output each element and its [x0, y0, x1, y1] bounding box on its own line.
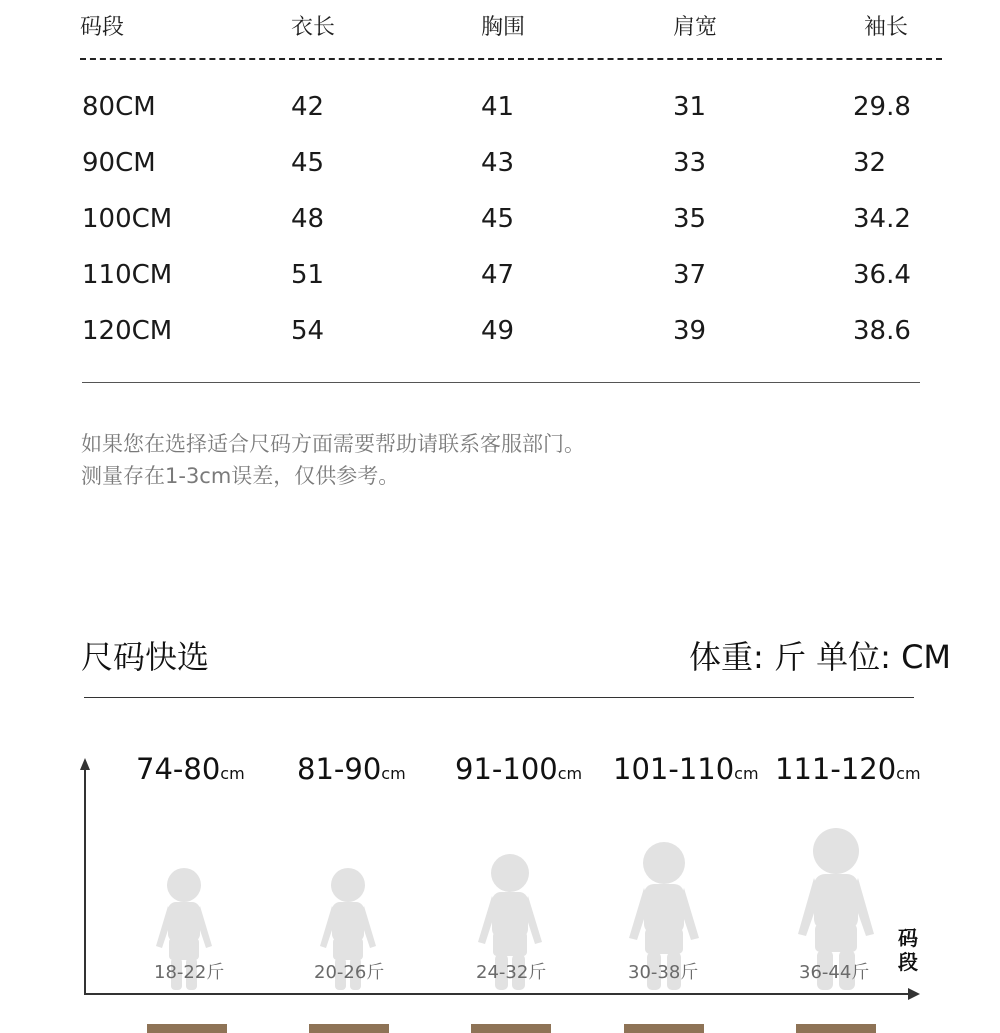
cell-length: 51: [291, 260, 325, 290]
x-axis-arrow-icon: [908, 988, 920, 1000]
header-divider: [80, 58, 942, 60]
header-length: 衣长: [291, 15, 336, 40]
cell-chest: 43: [481, 148, 515, 178]
cell-size: 120CM: [82, 316, 173, 346]
size-bar: [624, 1024, 704, 1033]
size-bar: [309, 1024, 389, 1033]
cell-length: 45: [291, 148, 325, 178]
cell-size: 100CM: [82, 204, 173, 234]
header-sleeve: 袖长: [864, 15, 909, 40]
cell-length: 42: [291, 92, 325, 122]
height-range: 74-80cm: [136, 752, 245, 786]
cell-shoulder: 39: [673, 316, 707, 346]
cell-size: 80CM: [82, 92, 156, 122]
header-shoulder: 肩宽: [673, 15, 718, 40]
y-axis-arrow-icon: [80, 758, 90, 770]
cell-sleeve: 38.6: [853, 316, 911, 346]
x-axis: [84, 993, 910, 995]
weight-label: 20-26斤: [314, 962, 385, 983]
height-range: 91-100cm: [455, 752, 583, 786]
cell-sleeve: 34.2: [853, 204, 911, 234]
size-bar: [471, 1024, 551, 1033]
cell-chest: 47: [481, 260, 515, 290]
cell-chest: 41: [481, 92, 515, 122]
measurement-note: 测量存在1-3cm误差，仅供参考。: [81, 464, 400, 488]
table-bottom-divider: [82, 382, 920, 383]
weight-label: 30-38斤: [628, 962, 699, 983]
cell-sleeve: 32: [853, 148, 887, 178]
cell-size: 90CM: [82, 148, 156, 178]
cell-shoulder: 31: [673, 92, 707, 122]
weight-label: 36-44斤: [799, 962, 870, 983]
height-range: 111-120cm: [775, 752, 921, 786]
y-axis: [84, 768, 86, 995]
cell-length: 54: [291, 316, 325, 346]
cell-shoulder: 33: [673, 148, 707, 178]
cell-chest: 49: [481, 316, 515, 346]
height-range: 81-90cm: [297, 752, 406, 786]
header-chest: 胸围: [481, 15, 526, 40]
cell-chest: 45: [481, 204, 515, 234]
height-range: 101-110cm: [613, 752, 759, 786]
quick-pick-title: 尺码快选: [81, 638, 210, 676]
cell-sleeve: 29.8: [853, 92, 911, 122]
help-note: 如果您在选择适合尺码方面需要帮助请联系客服部门。: [81, 432, 585, 456]
size-bar: [147, 1024, 227, 1033]
cell-shoulder: 37: [673, 260, 707, 290]
weight-label: 24-32斤: [476, 962, 547, 983]
cell-length: 48: [291, 204, 325, 234]
cell-sleeve: 36.4: [853, 260, 911, 290]
cell-size: 110CM: [82, 260, 173, 290]
cell-shoulder: 35: [673, 204, 707, 234]
size-bar: [796, 1024, 876, 1033]
quick-pick-divider: [84, 697, 914, 698]
header-size: 码段: [80, 15, 125, 40]
weight-label: 18-22斤: [154, 962, 225, 983]
axis-label: 码段: [898, 926, 918, 974]
unit-info: 体重: 斤 单位: CM: [689, 638, 952, 676]
